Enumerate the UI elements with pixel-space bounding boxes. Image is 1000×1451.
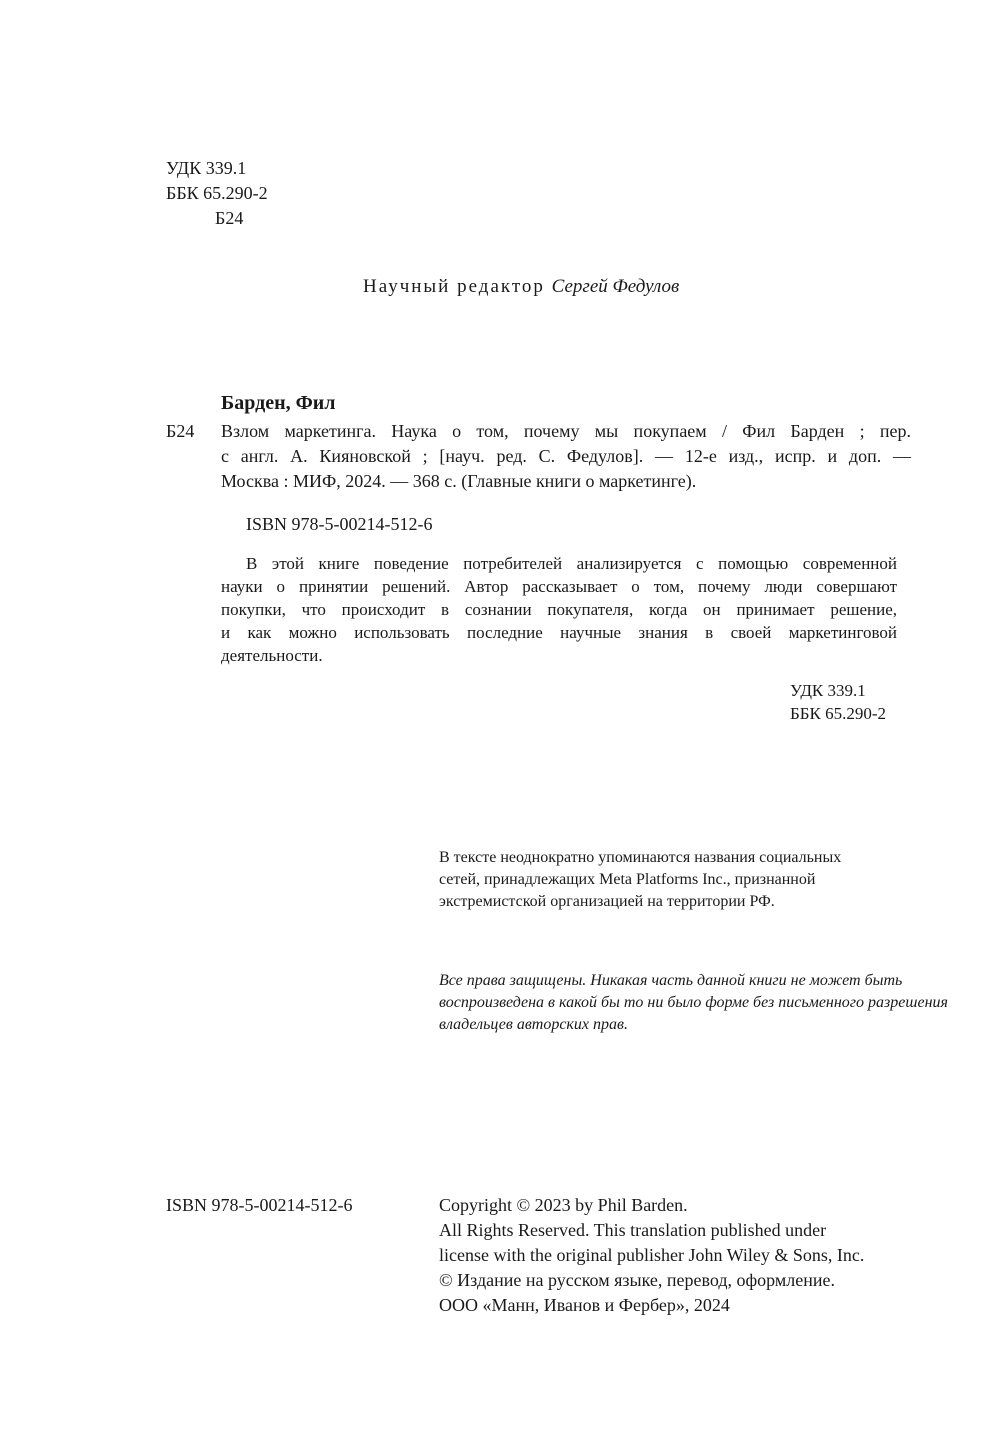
social-network-notice [439,847,879,913]
annotation-line: и как можно использовать последние научные знания в своей маркетинговой [221,623,897,642]
annotation-line: науки о принятии решений. Автор рассказывает о том, почему люди совершают [221,577,897,596]
rights-line: Все права защищены. Никакая часть данной книги не может быть [439,972,903,989]
annotation-line: покупки, что происходит в сознании покупателя, когда он принимает решение, [221,600,897,619]
notice-line: сетей, принадлежащих Meta Platforms Inc., признанной [439,871,816,888]
rights-line: воспроизведена в какой бы то ни было форме без письменного разрешения [439,994,948,1011]
annotation-line: деятельности. [221,646,323,665]
bbk-code: ББК 65.290-2 [166,183,268,203]
rights-reserved-notice [439,970,948,1036]
notice-line: В тексте неоднократно упоминаются названия социальных [439,849,842,866]
classification-codes-bottom [790,679,886,725]
udk-code: УДК 339.1 [166,158,247,178]
bbk-code: ББК 65.290-2 [790,704,887,723]
bibliographic-line: Москва : МИФ, 2024. — 368 с. (Главные книги о маркетинге). [221,471,697,491]
isbn-footer: ISBN 978-5-00214-512-6 [166,1195,353,1215]
classification-codes-top [166,156,268,231]
copyright-block [439,1193,864,1318]
bibliographic-entry [221,419,911,494]
scientific-editor [363,276,679,298]
entry-author-mark: Б24 [166,421,195,441]
copyright-line: license with the original publisher John Wiley & Sons, Inc. [439,1245,865,1265]
bibliographic-line: с англ. А. Кияновской ; [науч. ред. С. Федулов]. — 12-е изд., испр. и доп. — [221,446,911,466]
copyright-line: © Издание на русском языке, перевод, оформление. [439,1270,836,1290]
bibliographic-line: Взлом маркетинга. Наука о том, почему мы покупаем / Фил Барден ; пер. [221,421,911,441]
copyright-line: Copyright © 2023 by Phil Barden. [439,1195,688,1215]
copyright-line: ООО «Манн, Иванов и Фербер», 2024 [439,1295,730,1315]
annotation [221,552,897,667]
notice-line: экстремистской организацией на территории РФ. [439,893,775,910]
annotation-line: В этой книге поведение потребителей анализируется с помощью современной [246,554,897,573]
isbn-entry: ISBN 978-5-00214-512-6 [246,514,433,534]
scientific-editor-label: Научный редактор [363,276,545,297]
author-mark: Б24 [215,208,244,228]
rights-line: владельцев авторских прав. [439,1016,628,1033]
scientific-editor-name: Сергей Федулов [551,276,680,297]
copyright-line: All Rights Reserved. This translation published under [439,1220,827,1240]
author-heading: Барден, Фил [221,392,336,414]
udk-code: УДК 339.1 [790,681,866,700]
